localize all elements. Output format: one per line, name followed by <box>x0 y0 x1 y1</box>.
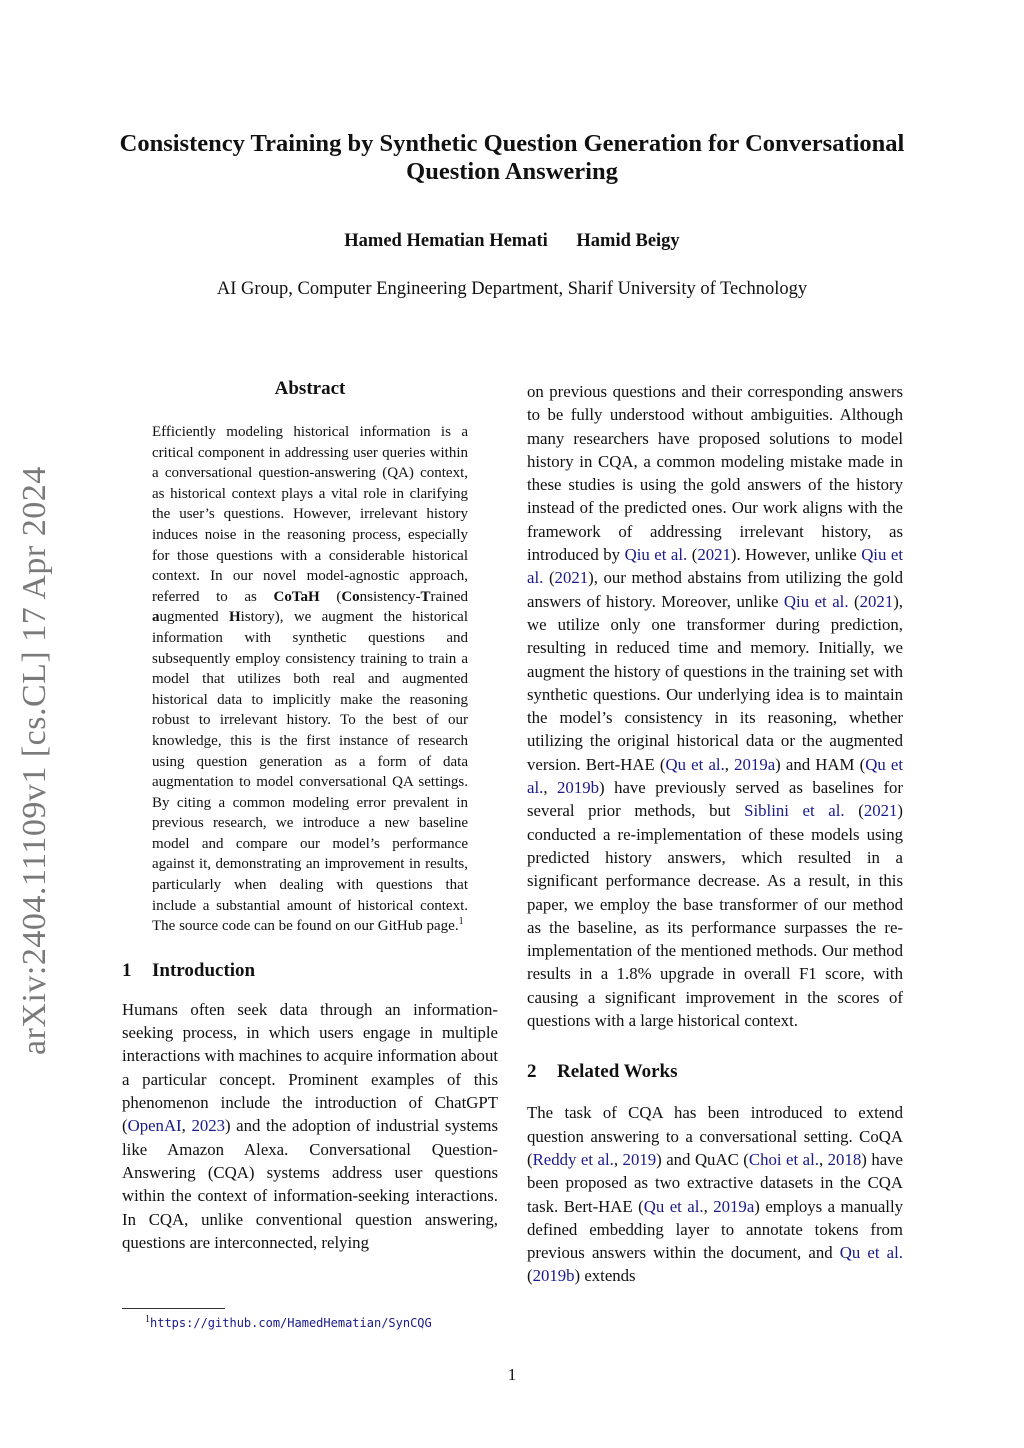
citation-link[interactable]: 2019 <box>622 1149 657 1169</box>
abstract-text: Efficiently modeling historical information is a critical component in addressing user queries within a conversational question-answering (QA) context, as historical context plays a vital role in clarifying the user’s questions. However, irrelevant history induces noise in the reasoning process, especially for those questions with a considerable historical context. In our novel model-agnostic approach, referred to as CoTaH (Consistency-Trained augmented History), we augment the historical information with synthetic questions and subsequently employ consistency training to train a model that utilizes both real and augmented historical data to implicitly make the reasoning robust to irrelevant history. To the best of our knowledge, this is the first instance of research using question generation as a form of data augmentation to model conversational QA settings. By citing a common modeling error prevalent in previous research, we introduce a new baseline model and compare our model’s performance against it, demonstrating an improvement in results, particularly when dealing with questions that include a substantial amount of historical context. The source code can be found on our GitHub page.$^1$ <box>152 424 468 935</box>
abstract-heading: Abstract <box>274 378 346 399</box>
footnote-mark[interactable]: 1 <box>458 916 464 928</box>
citation-link[interactable]: 2023 <box>191 1116 225 1136</box>
citation-link[interactable]: 2019b <box>532 1266 575 1286</box>
introduction-continued: on previous questions and their corresponding answers to be fully understood without ambiguities. Although many researchers have proposed solutions to model history in CQA, a common modeling mistake made in these studies is using the gold answers of the history instead of the predicted ones. Our work aligns with the framework of addressing irrelevant history, as introduced by Qiu et al. (2021). However, unlike Qiu et al. (2021), our method abstains from utilizing the gold answers of history. Moreover, unlike Qiu et al. (2021), we utilize only one transformer during prediction, resulting in reduced time and memory. Initially, we augment the history of questions in the training set with synthetic questions. Our underlying idea is to maintain the model’s consistency in its reasoning, whether utilizing the original historical data or the augmented version. Bert-HAE (Qu et al., 2019a) and HAM (Qu et al., 2019b) have previously served as baselines for several prior methods, but Siblini et al. (2021) conducted a re-implementation of these models using predicted history answers, which resulted in a significant performance decrease. As a result, in this paper, we employ the base transformer of our method as the baseline, as its performance surpasses the re-implementation of the mentioned methods. Our method results in a 1.8% upgrade in overall F1 score, with causing a significant improvement in the scores of questions with a large historical context. <box>527 382 904 1031</box>
left-column <box>122 378 498 1254</box>
introduction-paragraph: Humans often seek data through an information-seeking process, in which users engage in multiple interactions with machines to acquire information about a particular concept. Prominent examples of this phenomenon include the introduction of ChatGPT (OpenAI, 2023) and the adoption of industrial systems like Amazon Alexa. Conversational Question-Answering (CQA) systems address user questions within the context of information-seeking interactions. In CQA, unlike conventional question answering, questions are interconnected, relying <box>122 999 499 1252</box>
citation-link[interactable]: Qu et al. <box>527 754 904 798</box>
footnote-url-link[interactable]: https://github.com/HamedHematian/SynCQG <box>150 1316 432 1330</box>
section-heading-introduction: 1 Introduction <box>122 959 256 981</box>
citation-link[interactable]: 2019b <box>557 778 599 798</box>
citation-link[interactable]: OpenAI <box>127 1116 182 1136</box>
footnote: $^1$https://github.com/HamedHematian/SynCQG <box>145 1314 432 1330</box>
author-name: Hamid Beigy <box>576 231 680 251</box>
citation-link[interactable]: Reddy et al. <box>532 1149 614 1169</box>
author-list <box>0 231 1024 252</box>
citation-link[interactable]: 2021 <box>863 801 898 821</box>
citation-link[interactable]: 2019a <box>713 1196 755 1216</box>
citation-link[interactable]: Qu et al. <box>665 754 725 774</box>
citation-link[interactable]: 2021 <box>859 591 894 611</box>
section-heading-related-works: 2 Related Works <box>527 1061 678 1083</box>
citation-link[interactable]: Qiu et al. <box>783 591 849 611</box>
arxiv-stamp: arXiv:2404.11109v1 [cs.CL] 17 Apr 2024 <box>16 466 53 1055</box>
affiliation: AI Group, Computer Engineering Department, Sharif University of Technology <box>216 279 808 299</box>
citation-link[interactable]: 2019a <box>734 754 776 774</box>
citation-link[interactable]: Qiu et al. <box>527 545 903 588</box>
citation-link[interactable]: 2021 <box>697 545 731 565</box>
citation-link[interactable]: Qiu et al. <box>624 545 688 565</box>
citation-link[interactable]: Qu et al. <box>839 1243 903 1263</box>
page-number: 1 <box>507 1365 517 1384</box>
citation-link[interactable]: 2021 <box>554 568 589 588</box>
related-works-paragraph: The task of CQA has been introduced to extend question answering to a conversational setting. CoQA (Reddy et al., 2019) and QuAC (Choi et al., 2018) have been proposed as two extractive datasets in the CQA task. Bert-HAE (Qu et al., 2019a) employs a manually defined embedding layer to annotate tokens from previous answers within the document, and Qu et al. (2019b) extends <box>527 1103 904 1286</box>
citation-link[interactable]: 2018 <box>827 1149 862 1169</box>
citation-link[interactable]: Siblini et al. <box>744 801 845 821</box>
paper-title: Consistency Training by Synthetic Question Generation for Conversational Question Answering <box>119 130 905 185</box>
citation-link[interactable]: Qu et al. <box>643 1196 704 1216</box>
footnote-divider <box>122 1308 225 1309</box>
right-column <box>527 380 903 1288</box>
author-name: Hamed Hematian Hemati <box>344 231 548 251</box>
citation-link[interactable]: Choi et al. <box>748 1149 819 1169</box>
